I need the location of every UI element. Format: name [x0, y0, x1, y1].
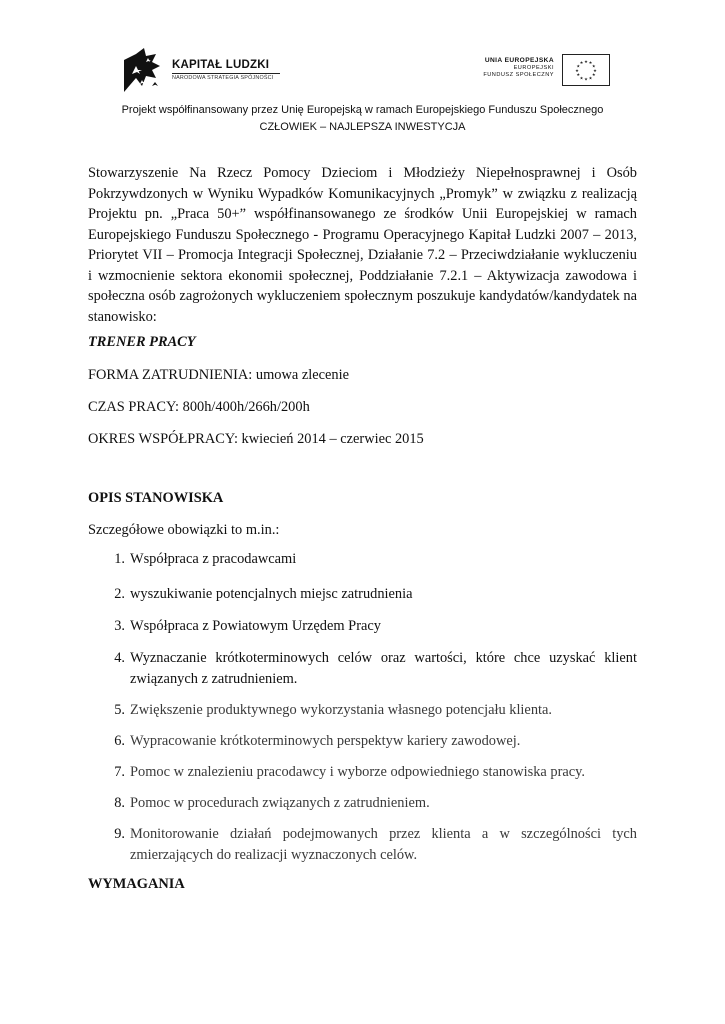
cofinance-slogan: CZŁOWIEK – NAJLEPSZA INWESTYCJA — [259, 121, 466, 133]
list-number: 9. — [114, 826, 125, 842]
eu-fund-line2: FUNDUSZ SPOŁECZNY — [483, 72, 554, 78]
eu-logo-text — [483, 57, 554, 79]
list-text: Wypracowanie krótkoterminowych perspektyw kariery zawodowej. — [130, 733, 521, 749]
list-text: Wyznaczanie krótkoterminowych celów oraz wartości, które chce uzyskać klient związanych z zatrudnieniem. — [130, 650, 637, 687]
list-number: 4. — [114, 650, 125, 666]
list-text: Współpraca z pracodawcami — [130, 551, 297, 567]
kapital-ludzki-emblem-icon — [122, 46, 168, 94]
svg-text:★: ★ — [584, 76, 588, 82]
list-text: Pomoc w procedurach związanych z zatrudnieniem. — [130, 795, 430, 811]
list-text: Monitorowanie działań podejmowanych przez klienta a w szczególności tych zmierzających do realizacji wyznaczonych celów. — [130, 826, 637, 863]
svg-text:★: ★ — [575, 67, 579, 73]
svg-text:★: ★ — [588, 60, 593, 66]
duties-intro: Szczegółowe obowiązki to m.in.: — [88, 522, 280, 538]
list-text: Pomoc w znalezieniu pracodawcy i wyborze odpowiedniego stanowiska pracy. — [130, 764, 586, 780]
svg-text:★: ★ — [591, 72, 596, 78]
kapital-ludzki-title: KAPITAŁ LUDZKI — [172, 59, 270, 71]
work-time: CZAS PRACY: 800h/400h/266h/200h — [88, 399, 310, 415]
list-number: 2. — [114, 586, 125, 602]
position-title: TRENER PRACY — [88, 334, 196, 350]
eu-name: UNIA EUROPEJSKA — [484, 57, 554, 64]
kapital-ludzki-divider — [172, 73, 280, 74]
list-text: Zwiększenie produktywnego wykorzystania własnego potencjału klienta. — [130, 702, 553, 718]
svg-text:★: ★ — [576, 63, 581, 69]
list-number: 3. — [114, 618, 125, 634]
list-number: 8. — [114, 795, 125, 811]
svg-text:★: ★ — [584, 59, 588, 64]
list-number: 7. — [114, 764, 125, 780]
svg-text:★: ★ — [579, 75, 584, 81]
list-text: Współpraca z Powiatowym Urzędem Pracy — [130, 618, 381, 634]
kapital-ludzki-subtitle: NARODOWA STRATEGIA SPÓJNOŚCI — [172, 75, 274, 81]
cofinance-statement: Projekt współfinansowany przez Unię Europejską w ramach Europejskiego Funduszu Społecznego — [121, 104, 604, 116]
employment-form: FORMA ZATRUDNIENIA: umowa zlecenie — [88, 367, 349, 383]
section-description-heading: OPIS STANOWISKA — [88, 490, 224, 506]
list-text: wyszukiwanie potencjalnych miejsc zatrudnienia — [130, 586, 413, 602]
svg-text:★: ★ — [588, 75, 593, 81]
eu-logo — [470, 54, 610, 92]
eu-flag-icon — [562, 54, 610, 86]
svg-text:★: ★ — [591, 63, 596, 69]
intro-paragraph: Stowarzyszenie Na Rzecz Pomocy Dzieciom i Młodzieży Niepełnosprawnej i Osób Pokrzywdzonych w Wyniku Wypadków Komunikacyjnych „Promyk” w związku z realizacją Projektu pn. „Praca 50+” współfinansowanego ze środków Unii Europejskiej w ramach Europejskiego Funduszu Społecznego - Programu Operacyjnego Kapitał Ludzki 2007 – 2013, Priorytet VII – Promocja Integracji Społecznej, Działanie 7.2 – Przeciwdziałanie wykluczeniu i wzmocnienie sektora ekonomii społecznej, Poddziałanie 7.2.1 – Aktywizacja zawodowa i społeczna osób zagrożonych wykluczeniem społecznym poszukuje kandydatów/kandydatek na stanowisko: — [88, 165, 637, 325]
svg-text:★: ★ — [576, 72, 581, 78]
section-requirements-heading: WYMAGANIA — [88, 876, 185, 892]
svg-text:★: ★ — [579, 60, 584, 66]
svg-text:★: ★ — [593, 67, 597, 73]
list-number: 1. — [114, 551, 125, 567]
eu-fund-line1: EUROPEJSKI — [513, 65, 554, 71]
list-number: 5. — [114, 702, 125, 718]
cooperation-period: OKRES WSPÓŁPRACY: kwiecień 2014 – czerwiec 2015 — [88, 431, 424, 447]
kapital-ludzki-logo — [122, 46, 292, 96]
list-number: 6. — [114, 733, 125, 749]
